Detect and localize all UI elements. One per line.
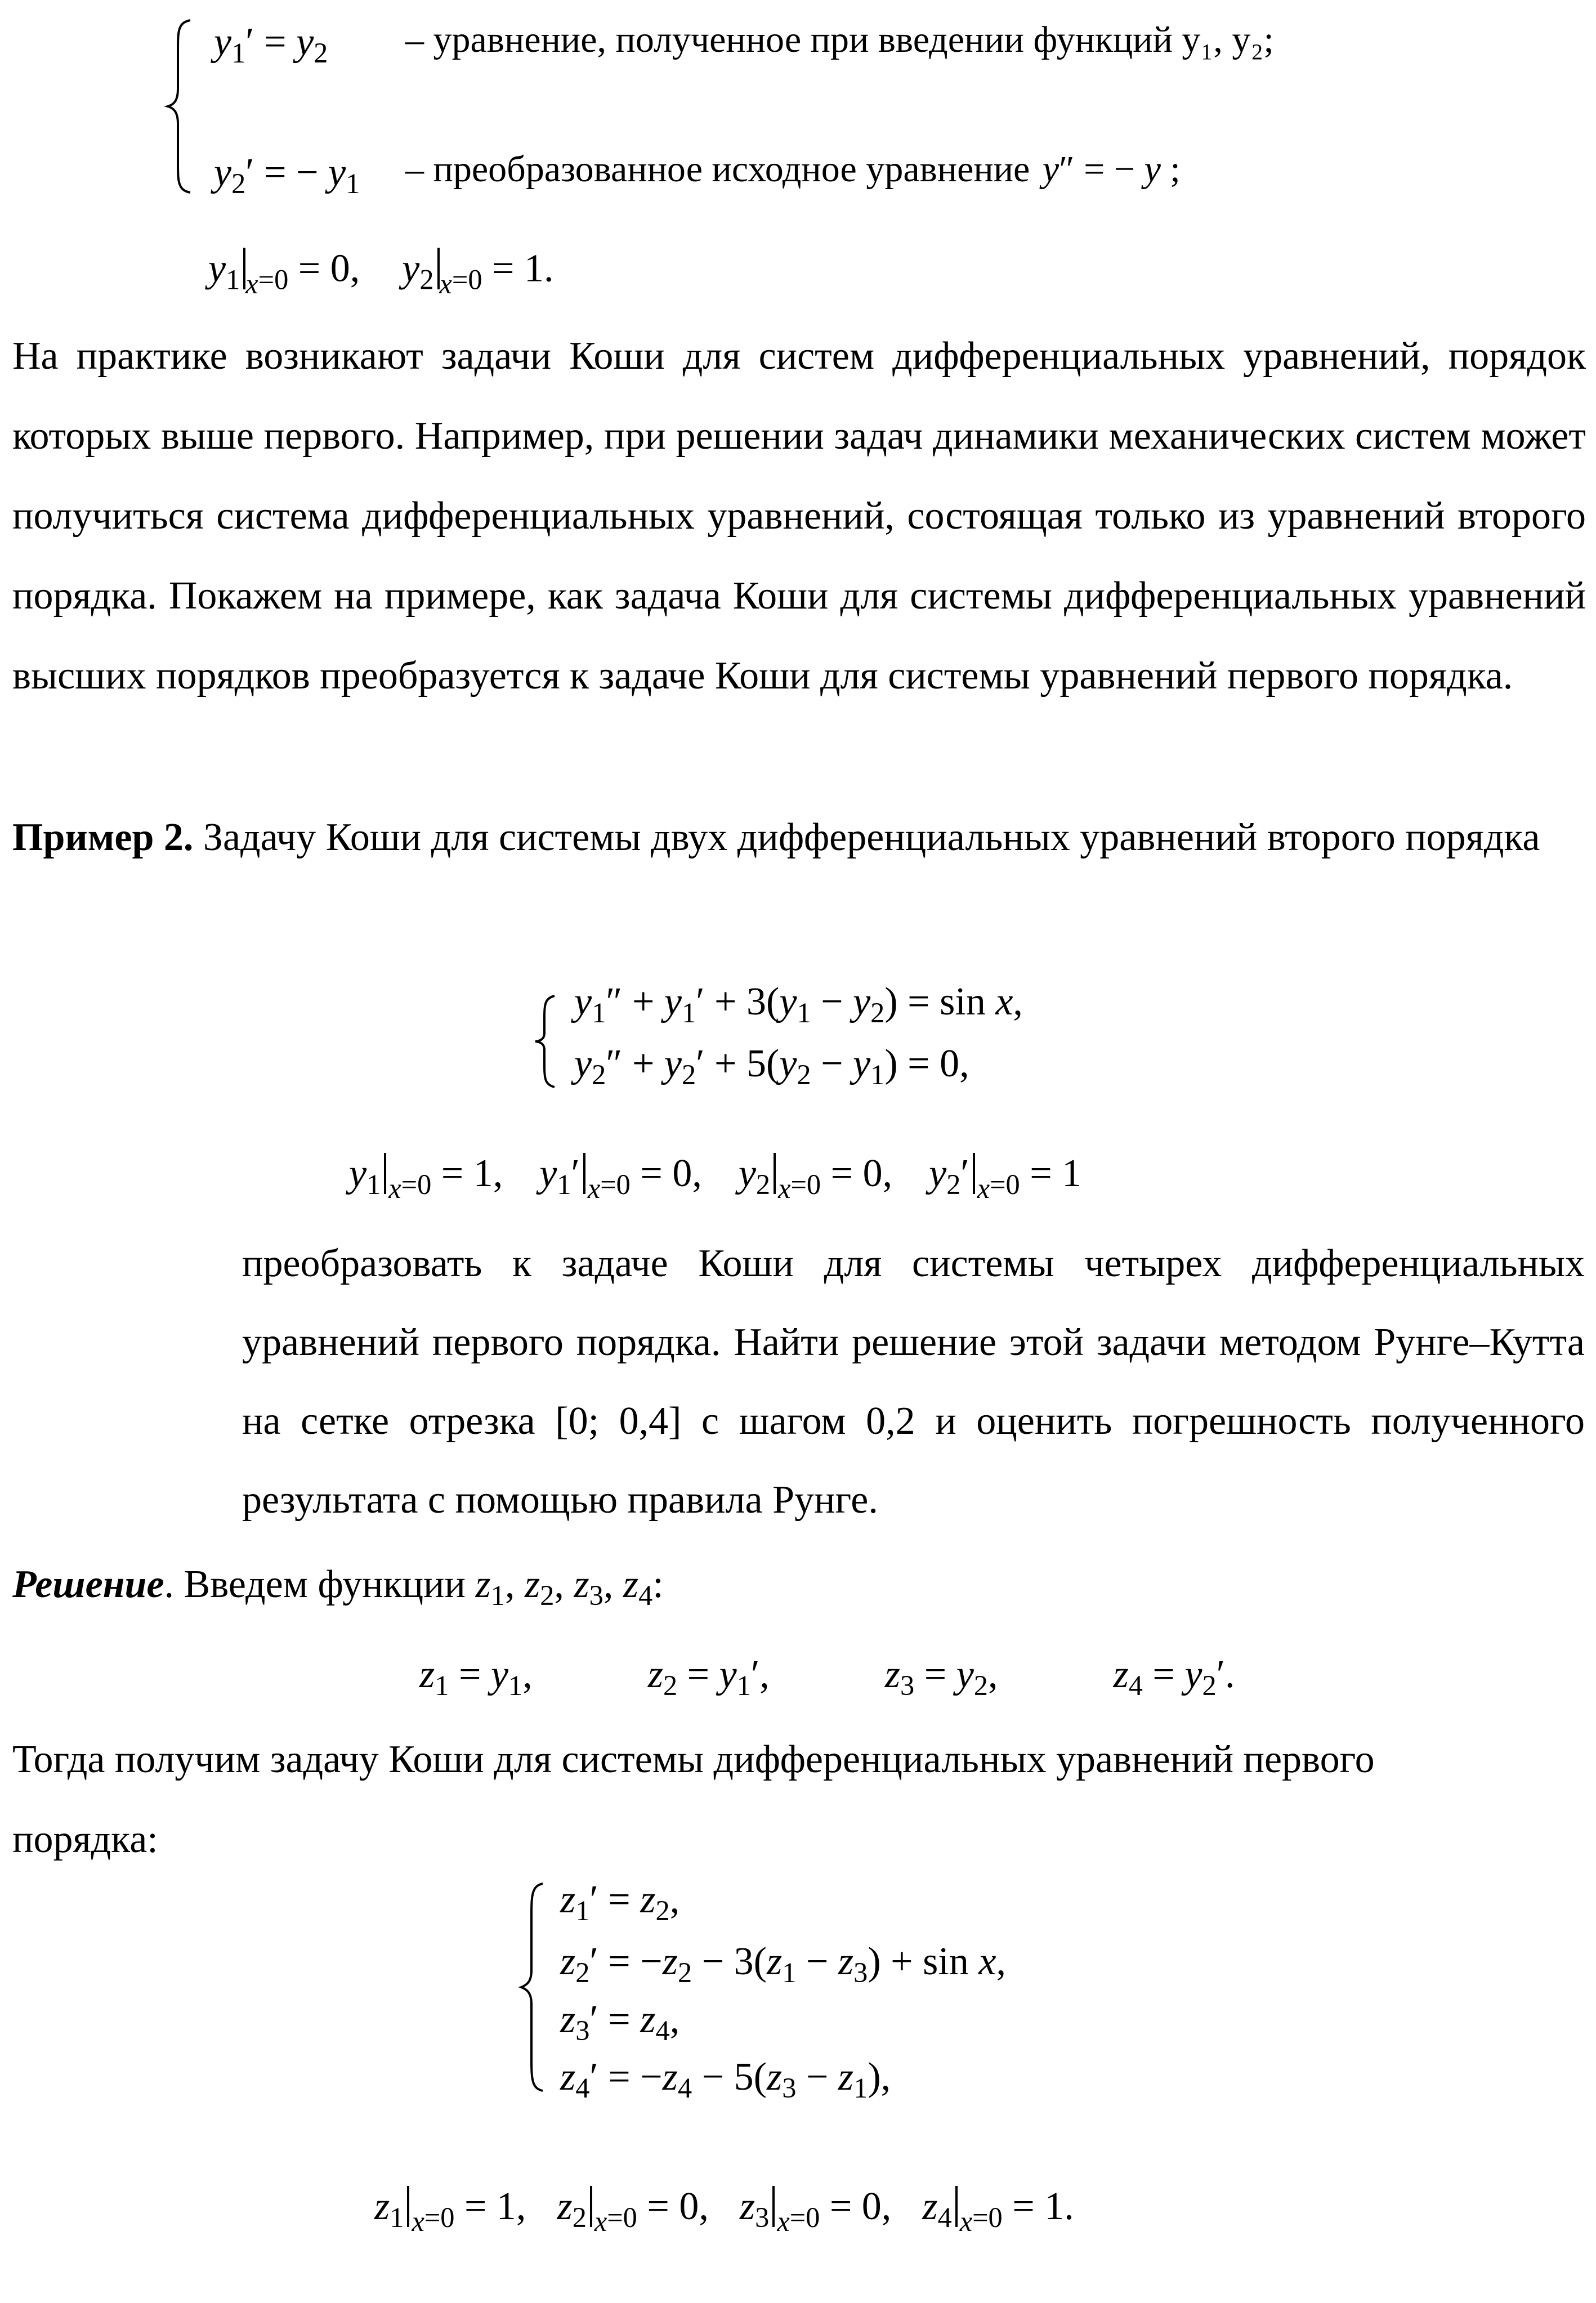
substitution-definitions: $z_1 = y_1$, $z_2 = y_1'$, $z_3 = y_2$, $z_4 = y_2'$.	[419, 1653, 1235, 1702]
left-brace	[164, 17, 198, 196]
first-order-initial-conditions: $z_1$ $_{x=0}$ = 1, $z_2$ $_{x=0}$ = 0, $z_3$ $_{x=0}$ = 0, $z_4$ $_{x=0}$ = 1.	[374, 2185, 1074, 2238]
equation-y2-prime: $y_2'$ = − $y_1$	[214, 151, 360, 200]
first-order-eq3: $z_3' = z_4$,	[560, 1998, 680, 2047]
left-brace	[532, 994, 560, 1089]
then-text: Тогда получим задачу Коши для системы дифференциальных уравнений первого порядка:	[12, 1738, 1375, 1861]
second-order-eq2: $y_2'' + y_2' + 5(y_2 - y_1) = 0$,	[574, 1042, 969, 1091]
initial-conditions-y: $y_1$ $_{x=0}$ = 0, $y_2$ $_{x=0}$ = 1.	[208, 247, 554, 299]
equation2-description: – преобразованное исходное уравнение y″ = − y ;	[405, 149, 1181, 190]
solution-label: Решение	[12, 1563, 164, 1606]
equation-y1-prime: $y_1' = y_2$	[214, 20, 328, 69]
example-heading	[12, 798, 1586, 877]
left-brace	[518, 1880, 549, 2094]
equation1-description: – уравнение, полученное при введении функций y₁, y₂;	[405, 19, 1274, 60]
solution-heading: Решение. Введем функции $z_1$, $z_2$, $z_3$, $z_4$:	[12, 1563, 664, 1612]
first-order-eq2: $z_2' = -z_2 - 3(z_1 - z_3) + \sin x$,	[560, 1940, 1006, 1989]
example-label: Пример 2.	[12, 816, 194, 859]
example-text: Задачу Коши для системы двух дифференциальных уравнений второго порядка	[193, 816, 1540, 859]
second-order-eq1: $y_1'' + y_1' + 3(y_1 - y_2) = \sin x$,	[574, 980, 1023, 1029]
first-order-eq4: $z_4' = -z_4 - 5(z_3 - z_1)$,	[560, 2055, 891, 2104]
paragraph-higher-order: На практике возникают задачи Коши для систем дифференциальных уравнений, порядок которых выше первого. Например, при решении задач динамики механических систем может получиться система дифференциальных уравнений, состоящая только из уравнений второго порядка. Покажем на примере, как задача Коши для системы дифференциальных уравнений высших порядков преобразуется к задаче Коши для системы уравнений первого порядка.	[12, 334, 1586, 697]
first-order-eq1: $z_1' = z_2$,	[560, 1878, 680, 1927]
second-order-initial-conditions: $y_1$ $_{x=0}$ = 1, $y_1'$ $_{x=0}$ = 0, $y_2$ $_{x=0}$ = 0, $y_2'$ $_{x=0}$ = 1	[349, 1152, 1082, 1205]
example-task: преобразовать к задаче Коши для системы четырех дифференциальных уравнений первого порядка. Найти решение этой задачи методом Рунге–Кутта на сетке отрезка [0; 0,4] с шагом 0,2 и оценить погрешность полученного результата с помощью правила Рунге.	[242, 1242, 1585, 1522]
solution-intro: . Введем функции	[164, 1563, 466, 1606]
